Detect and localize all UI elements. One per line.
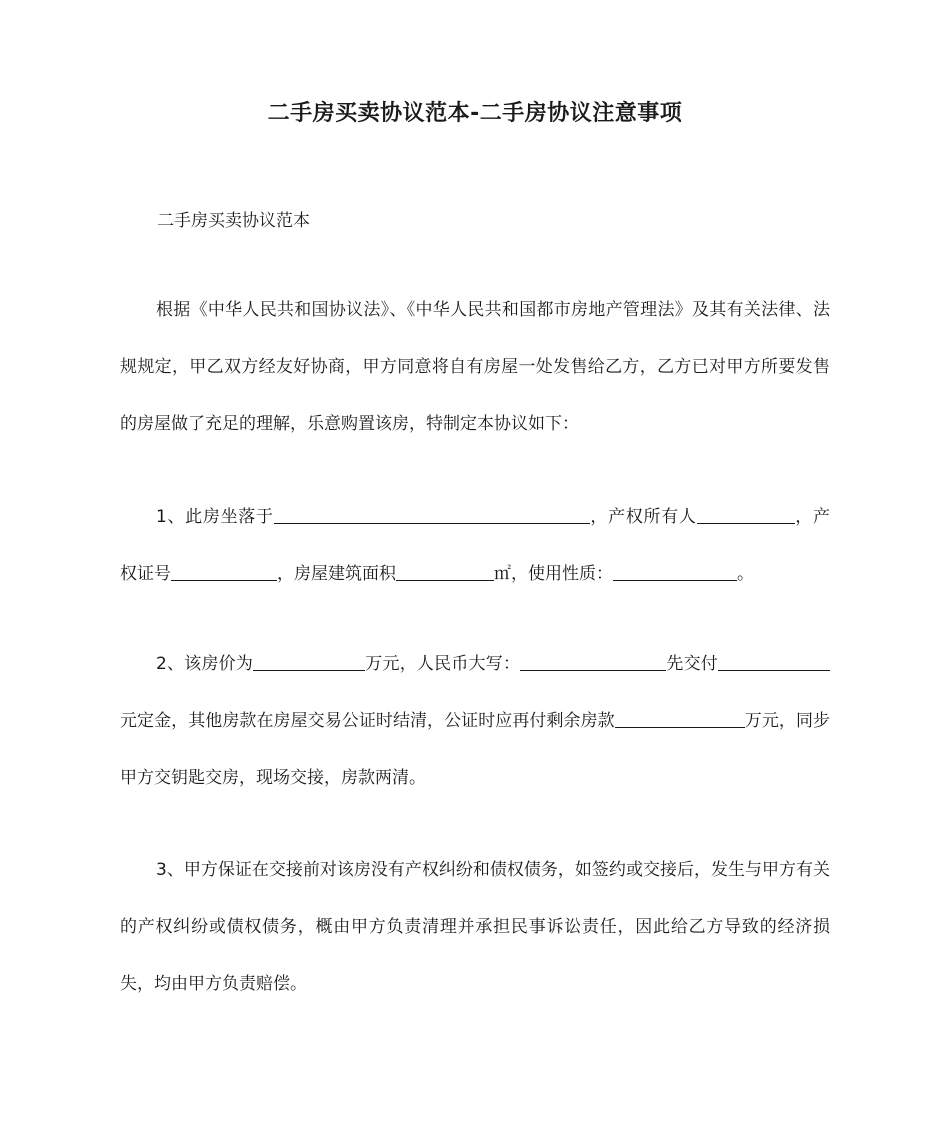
certificate-number-blank [171,563,277,581]
deposit-blank [718,653,806,671]
clause-2-text-remaining: 元定金，其他房款在房屋交易公证时结清，公证时应再付剩余房款 [120,711,615,731]
clause-1-text-location: 1、此房坐落于 [156,507,274,527]
clause-1-paragraph [120,489,830,603]
owner-blank [697,506,795,524]
clause-1-text-end: 。 [737,564,754,584]
clause-1-text-cert: ，产权证号 [120,507,831,584]
clause-2-text-capital: 万元，人民币大写： [365,654,521,674]
price-blank [253,653,365,671]
location-blank [274,506,590,524]
deposit-blank-continued [806,653,830,671]
clause-2-text-end: 万元，同步甲方交钥匙交房，现场交接，房款两清。 [120,711,831,788]
clause-2-paragraph [120,636,830,807]
price-in-words-blank [520,653,666,671]
usage-blank [613,563,737,581]
floor-area-blank [396,563,494,581]
clause-3-paragraph: 3、甲方保证在交接前对该房没有产权纠纷和债权债务，如签约或交接后，发生与甲方有关的产权纠纷或债权债务，概由甲方负责清理并承担民事诉讼责任，因此给乙方导致的经济损失，均由甲方负责赔偿。 [120,860,830,994]
document-title: 二手房买卖协议范本-二手房协议注意事项 [267,101,683,126]
clause-1-text-owner: ，产权所有人 [589,507,697,527]
clause-2-text-deposit: 先交付 [666,654,719,674]
clause-1-text-usage: ㎡，使用性质： [494,564,613,584]
intro-paragraph: 根据《中华人民共和国协议法》、《中华人民共和国都市房地产管理法》及其有关法律、法规规定，甲乙双方经友好协商，甲方同意将自有房屋一处发售给乙方，乙方已对甲方所要发售的房屋做了充足的理解，乐意购置该房，特制定本协议如下： [120,300,830,434]
clause-2-text-price: 2、该房价为 [156,654,254,674]
clause-1-text-area: ，房屋建筑面积 [277,564,396,584]
section-subtitle: 二手房买卖协议范本 [157,211,310,231]
remaining-payment-blank [615,710,745,728]
